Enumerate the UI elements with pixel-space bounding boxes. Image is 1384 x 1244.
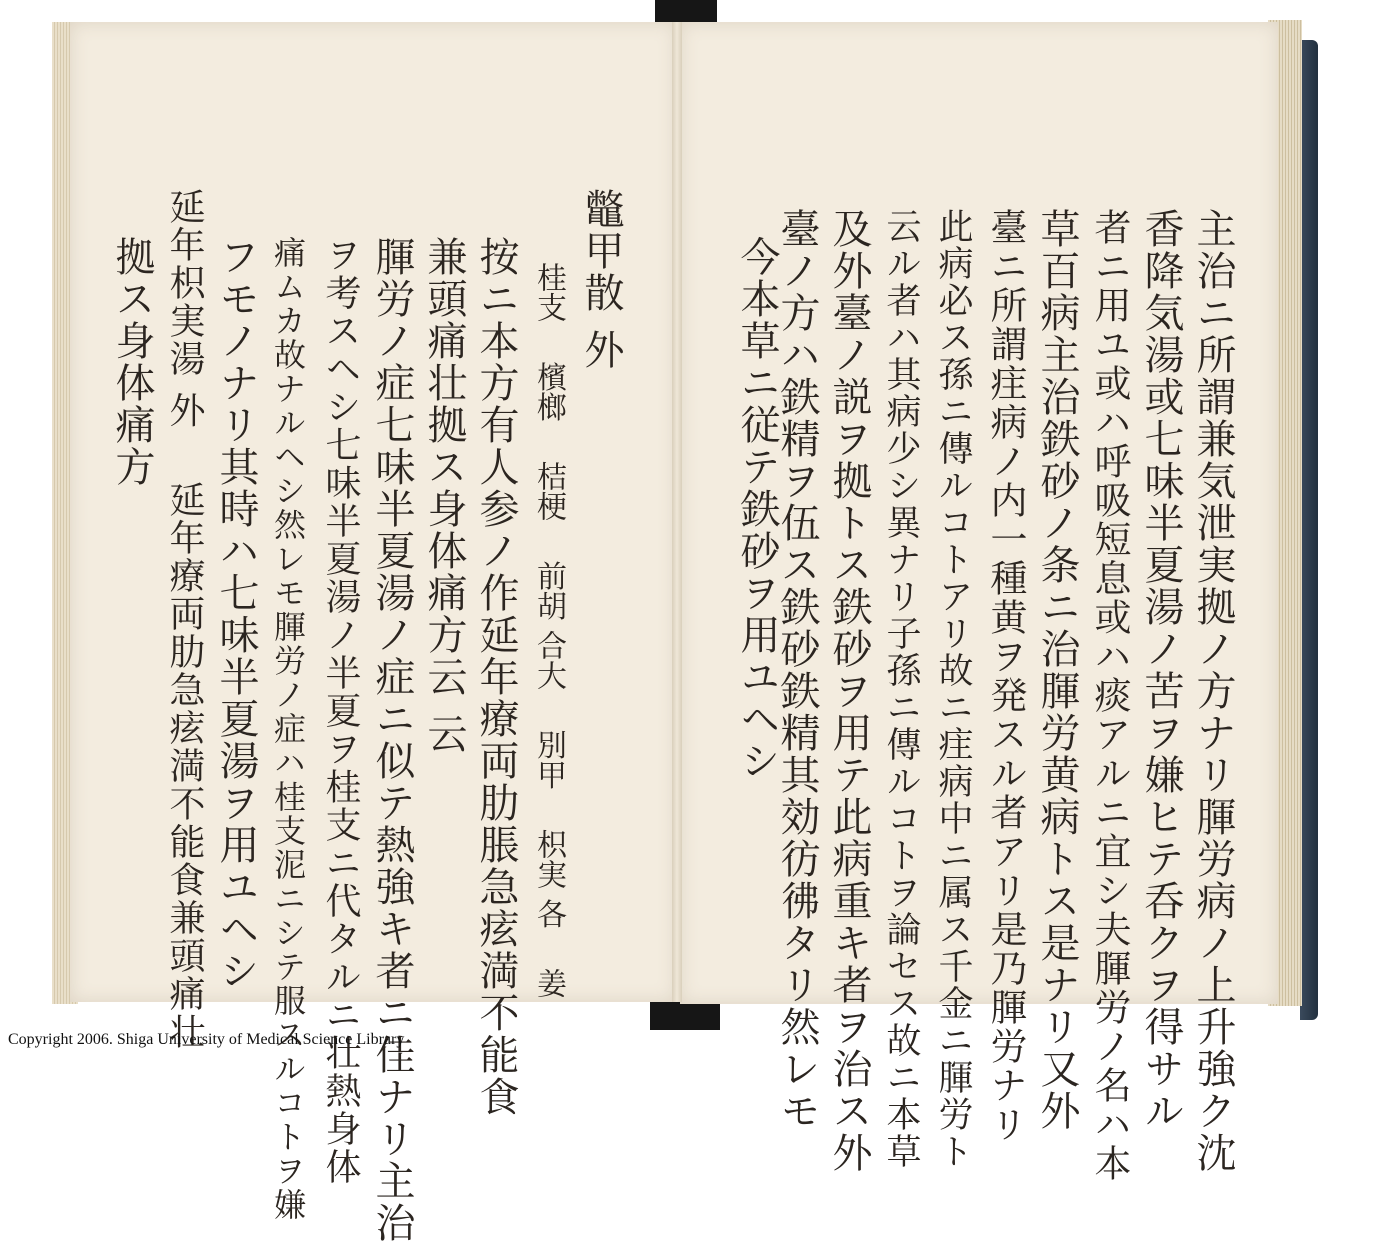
right-column-1: 主治ニ所謂兼気泄実拠ノ方ナリ腪労病ノ上升強ク沈: [1190, 208, 1236, 1174]
right-column-5: 臺ニ所謂疰病ノ内一種黄ヲ発スル者アリ是乃腪労ナリ: [984, 208, 1027, 1144]
book-cover-edge: [1300, 40, 1318, 1020]
right-column-4: 草百病主治鉄砂ノ条ニ治腪労黄病トス是ナリ又外: [1034, 208, 1080, 1132]
right-column-7: 云ル者ハ其病少シ異ナリ子孫ニ傳ルコトヲ論セス故ニ本草: [881, 208, 921, 1170]
left-column-5: 腪労ノ症七味半夏湯ノ症ニ似テ熱強キ者ニ佳ナリ主治: [369, 236, 415, 1244]
left-column-8: フモノナリ其時ハ七味半夏湯ヲ用ユヘシ: [213, 236, 259, 992]
right-column-2: 香降気湯或七味半夏湯ノ苦ヲ嫌ヒテ呑クヲ得サル: [1138, 208, 1184, 1132]
ingredients-column: 桂支 檳榔 桔梗 前胡 合大 別甲 枳実 各 姜: [531, 262, 566, 999]
left-column-3: 按ニ本方有人参ノ作延年療両肋脹急痃満不能食: [473, 236, 519, 1118]
spine-top: [655, 0, 717, 22]
right-column-3: 者ニ用ユ或ハ呼吸短息或ハ痰アルニ宜シ夫腪労ノ名ハ本: [1088, 208, 1131, 1183]
left-column-6: ヲ考スヘシ七味半夏湯ノ半夏ヲ桂支ニ代タルニ壮熱身体: [320, 236, 361, 1186]
right-column-10: 今本草ニ従テ鉄砂ヲ用ユヘシ: [734, 236, 780, 782]
left-column-9: 延年枳実湯 外 延年療両肋急痃満不能食兼頭痛壮: [164, 188, 205, 1051]
left-column-7: 痛ムカ故ナルヘシ然レモ腪労ノ症ハ桂支泥ニシテ服スルコトヲ嫌: [269, 236, 307, 1222]
formula-title: 鼈甲散 外: [578, 188, 624, 371]
spine-bottom: [650, 1000, 720, 1030]
left-column-4: 兼頭痛壮拠ス身体痛方云 云: [421, 236, 467, 755]
copyright-caption: Copyright 2006. Shiga University of Medical Science Library: [8, 1031, 405, 1048]
right-column-6: 此病必ス孫ニ傳ルコトアリ故ニ疰病中ニ属ス千金ニ腪労ト: [933, 208, 973, 1170]
book-gutter: [672, 22, 682, 1002]
left-column-10: 拠ス身体痛方: [109, 236, 155, 488]
right-column-8: 及外臺ノ説ヲ拠トス鉄砂ヲ用テ此病重キ者ヲ治ス外: [826, 208, 872, 1174]
right-column-9: 臺ノ方ハ鉄精ヲ伍ス鉄砂鉄精其効彷彿タリ然レモ: [774, 208, 820, 1132]
